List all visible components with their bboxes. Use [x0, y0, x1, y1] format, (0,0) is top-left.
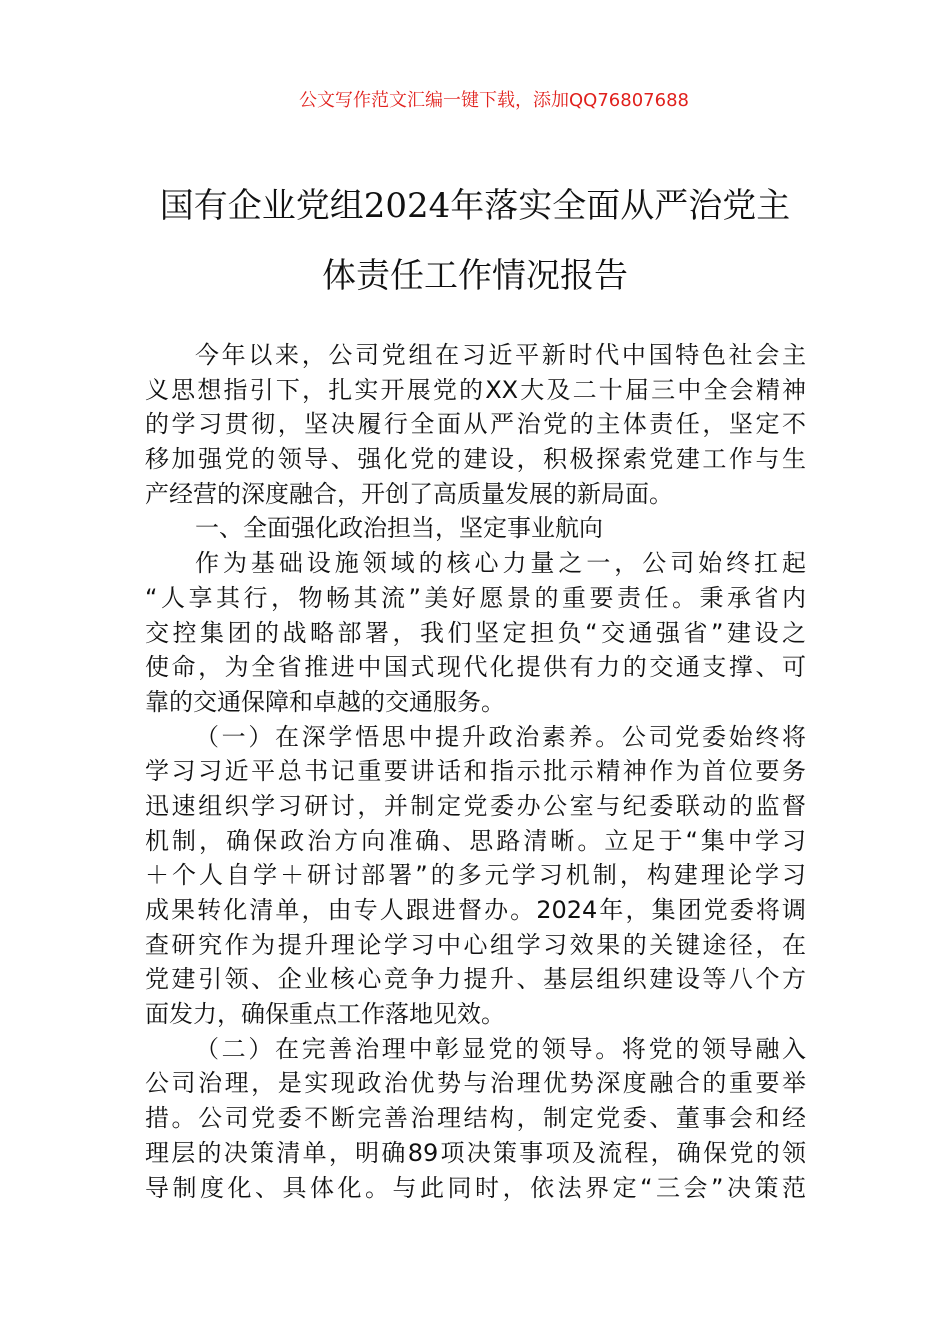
text-line: 理层的决策清单，明确89项决策事项及流程，确保党的领	[145, 1138, 806, 1167]
watermark-header: 公文写作范文汇编一键下载，添加QQ76807688	[299, 90, 689, 111]
text-line: 措。公司党委不断完善治理结构，制定党委、董事会和经	[145, 1104, 806, 1133]
text-line: 查研究作为提升理论学习中心组学习效果的关键途径，在	[145, 930, 806, 959]
text-line: 作为基础设施领域的核心力量之一，公司始终扛起	[195, 549, 806, 578]
text-line: 公司治理，是实现政治优势与治理优势深度融合的重要举	[145, 1069, 806, 1098]
text-line: （一）在深学悟思中提升政治素养。公司党委始终将	[195, 722, 806, 751]
text-line: 面发力，确保重点工作落地见效。	[145, 1000, 505, 1029]
text-line: 党建引领、企业核心竞争力提升、基层组织建设等八个方	[145, 965, 806, 994]
text-line: 导制度化、具体化。与此同时，依法界定“三会”决策范	[145, 1173, 806, 1202]
text-line: 机制，确保政治方向准确、思路清晰。立足于“集中学习	[145, 826, 806, 855]
text-line: 靠的交通保障和卓越的交通服务。	[145, 687, 505, 716]
section-heading: 一、全面强化政治担当，坚定事业航向	[195, 514, 603, 543]
text-line: 使命，为全省推进中国式现代化提供有力的交通支撑、可	[145, 653, 806, 682]
text-line: “人享其行，物畅其流”美好愿景的重要责任。秉承省内	[145, 583, 806, 612]
document-title-line-2: 体责任工作情况报告	[322, 256, 628, 296]
text-line: （二）在完善治理中彰显党的领导。将党的领导融入	[195, 1034, 806, 1063]
text-line: 的学习贯彻，坚决履行全面从严治党的主体责任，坚定不	[145, 410, 806, 439]
text-line: 交控集团的战略部署，我们坚定担负“交通强省”建设之	[145, 618, 806, 647]
text-line: ＋个人自学＋研讨部署”的多元学习机制，构建理论学习	[145, 861, 806, 890]
text-line: 今年以来，公司党组在习近平新时代中国特色社会主	[195, 341, 806, 369]
text-line: 移加强党的领导、强化党的建设，积极探索党建工作与生	[145, 445, 806, 474]
text-line: 成果转化清单，由专人跟进督办。2024年，集团党委将调	[145, 896, 806, 924]
text-line: 迅速组织学习研讨，并制定党委办公室与纪委联动的监督	[145, 791, 806, 820]
document-body	[145, 338, 806, 1205]
text-line: 产经营的深度融合，开创了高质量发展的新局面。	[145, 479, 673, 508]
document-title-line-1: 国有企业党组2024年落实全面从严治党主	[159, 186, 791, 226]
text-line: 学习习近平总书记重要讲话和指示批示精神作为首位要务	[145, 757, 806, 786]
text-line: 义思想指引下，扎实开展党的XX大及二十届三中全会精神	[145, 375, 806, 404]
